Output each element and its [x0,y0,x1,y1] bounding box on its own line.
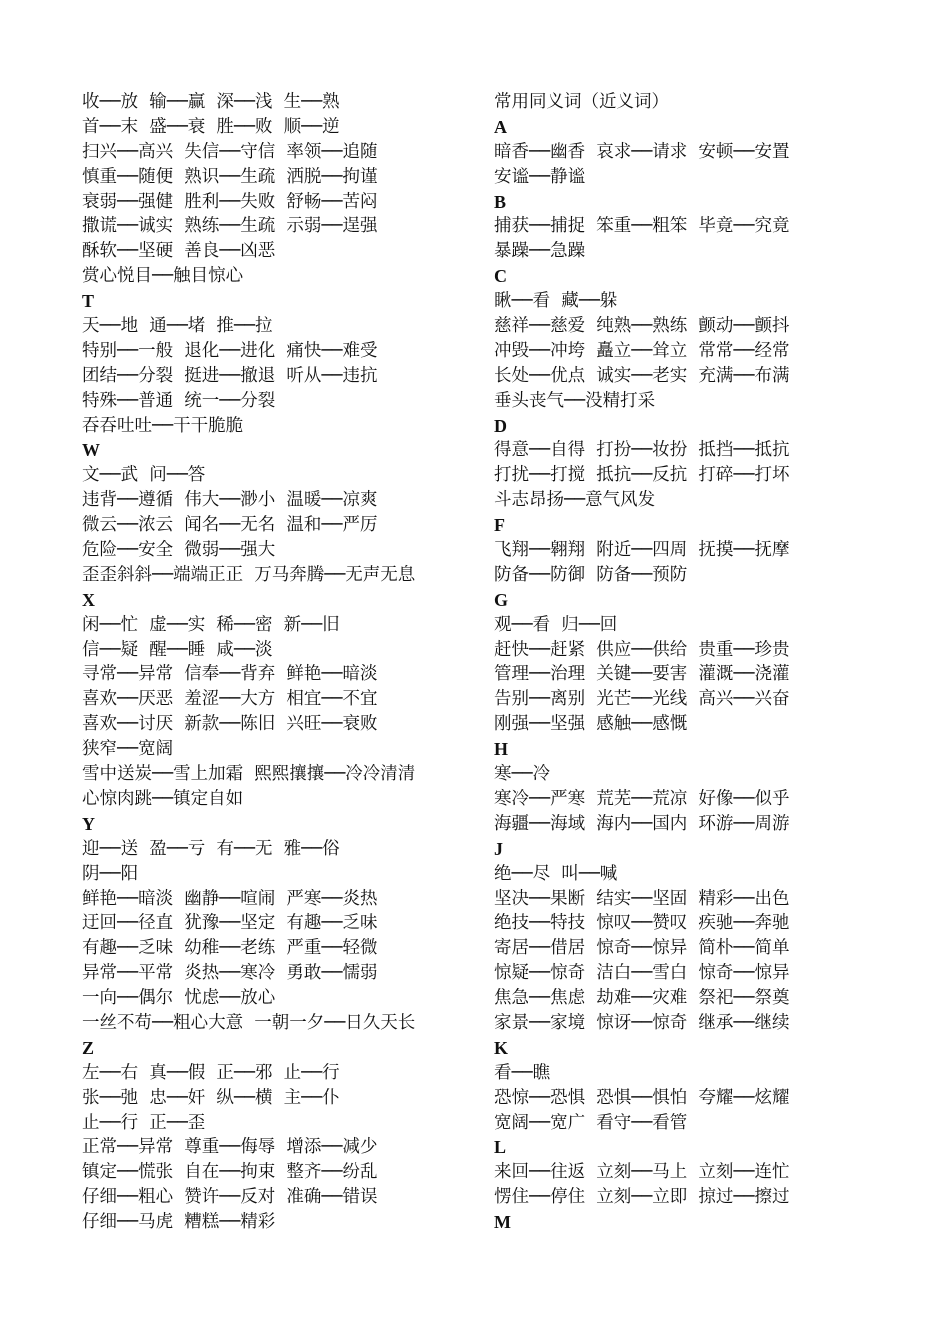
synonym-word-line: 坚决──果断 结实──坚固 精彩──出色 [494,888,790,909]
synonym-word-line: 绝技──特技 惊叹──赞叹 疾驰──奔驰 [494,913,790,934]
synonym-word-line: 防备──防御 防备──预防 [494,564,688,585]
antonym-word-line: 闲──忙 虚──实 稀──密 新──旧 [82,614,340,635]
antonym-word-line: 天──地 通──堵 推──拉 [82,316,273,337]
antonym-word-line: 特别──一般 退化──进化 痛快──难受 [82,340,378,361]
antonym-word-line: 张──弛 忠──奸 纵──横 主──仆 [82,1087,340,1108]
antonym-word-line: 文──武 问──答 [82,465,206,486]
synonym-word-line: 恐惊──恐惧 恐惧──惧怕 夸耀──炫耀 [494,1087,790,1108]
antonym-word-line: 歪歪斜斜──端端正正 万马奔腾──无声无息 [82,564,416,585]
antonym-section-letter: Z [82,1037,95,1058]
synonym-word-line: 安谧──静谧 [494,166,586,187]
antonym-word-line: 迎──送 盈──亏 有──无 雅──俗 [82,838,340,859]
antonym-word-line: 喜欢──厌恶 羞涩──大方 相宜──不宜 [82,689,378,710]
synonym-word-line: 惊疑──惊奇 洁白──雪白 惊奇──惊异 [494,963,790,984]
synonym-section-letter: G [494,589,509,610]
synonym-word-line: 打扰──打搅 抵抗──反抗 打碎──打坏 [494,465,790,486]
antonym-word-line: 止──行 正──歪 [82,1112,206,1133]
synonym-word-line: 暗香──幽香 哀求──请求 安顿──安置 [494,141,790,162]
synonym-column [494,90,934,1235]
antonym-word-line: 仔细──粗心 赞许──反对 准确──错误 [82,1187,378,1208]
antonym-word-line: 赏心悦目──触目惊心 [82,266,244,287]
synonym-word-line: 常用同义词（近义词） [494,92,669,112]
antonym-word-line: 吞吞吐吐──干干脆脆 [82,415,244,436]
antonym-word-line: 寻常──异常 信奉──背弃 鲜艳──暗淡 [82,664,378,685]
synonym-word-line: 绝──尽 叫──喊 [494,863,618,884]
antonym-word-line: 扫兴──高兴 失信──守信 率领──追随 [82,141,378,162]
antonym-word-line: 喜欢──讨厌 新款──陈旧 兴旺──衰败 [82,714,378,735]
synonym-word-line: 管理──治理 关键──要害 灌溉──浇灌 [494,664,790,685]
synonym-section-letter: C [494,266,507,287]
antonym-word-line: 一向──偶尔 忧虑──放心 [82,988,276,1009]
antonym-word-line: 心惊肉跳──镇定自如 [82,788,244,809]
antonym-word-line: 鲜艳──暗淡 幽静──喧闹 严寒──炎热 [82,888,378,909]
antonym-section-letter: T [82,291,95,312]
synonym-word-line: 寄居──借居 惊奇──惊异 简朴──简单 [494,938,790,959]
synonym-word-line: 冲毁──冲垮 矗立──耸立 常常──经常 [494,340,790,361]
antonym-word-line: 正常──异常 尊重──侮辱 增添──减少 [82,1137,378,1158]
synonym-section-letter: L [494,1137,507,1158]
synonym-word-line: 看──瞧 [494,1062,551,1083]
synonym-word-line: 来回──往返 立刻──马上 立刻──连忙 [494,1162,790,1183]
antonym-word-line: 镇定──慌张 自在──拘束 整齐──纷乱 [82,1162,378,1183]
synonym-section-letter: M [494,1212,511,1233]
synonym-section-letter: H [494,739,509,760]
synonym-section-letter: F [494,515,505,536]
antonym-column [82,90,472,1235]
antonym-word-line: 左──右 真──假 正──邪 止──行 [82,1062,340,1083]
antonym-word-line: 雪中送炭──雪上加霜 熙熙攘攘──冷冷清清 [82,764,416,785]
antonym-word-line: 慎重──随便 熟识──生疏 洒脱──拘谨 [82,166,378,187]
antonym-section-letter: X [82,589,95,610]
antonym-word-line: 仔细──马虎 糟糕──精彩 [82,1212,276,1233]
synonym-section-letter: D [494,415,507,436]
antonym-word-line: 团结──分裂 挺进──撤退 听从──违抗 [82,365,378,386]
synonym-word-line: 慈祥──慈爱 纯熟──熟练 颤动──颤抖 [494,316,790,337]
synonym-word-line: 斗志昂扬──意气风发 [494,490,656,511]
synonym-word-line: 赶快──赶紧 供应──供给 贵重──珍贵 [494,639,790,660]
antonym-word-line: 异常──平常 炎热──寒冷 勇敢──懦弱 [82,963,378,984]
antonym-word-line: 衰弱──强健 胜利──失败 舒畅──苦闷 [82,191,378,212]
synonym-word-line: 焦急──焦虑 劫难──灾难 祭祀──祭奠 [494,988,790,1009]
synonym-word-line: 宽阔──宽广 看守──看管 [494,1112,688,1133]
synonym-word-line: 寒冷──严寒 荒芜──荒凉 好像──似乎 [494,788,790,809]
antonym-word-line: 一丝不苟──粗心大意 一朝一夕──日久天长 [82,1012,416,1033]
antonym-word-line: 首──末 盛──衰 胜──败 顺──逆 [82,116,340,137]
synonym-word-line: 捕获──捕捉 笨重──粗笨 毕竟──究竟 [494,216,790,237]
synonym-section-letter: B [494,191,507,212]
antonym-word-line: 迂回──径直 犹豫──坚定 有趣──乏味 [82,913,378,934]
synonym-section-letter: A [494,116,507,137]
antonym-word-line: 特殊──普通 统一──分裂 [82,390,276,411]
antonym-word-line: 收──放 输──赢 深──浅 生──熟 [82,92,340,112]
antonym-word-line: 阴──阳 [82,863,139,884]
antonym-word-line: 危险──安全 微弱──强大 [82,540,276,561]
synonym-word-line: 寒──冷 [494,764,551,785]
synonym-word-line: 告别──离别 光芒──光线 高兴──兴奋 [494,689,790,710]
synonym-word-line: 海疆──海域 海内──国内 环游──周游 [494,813,790,834]
antonym-section-letter: Y [82,813,95,834]
synonym-word-line: 得意──自得 打扮──妆扮 抵挡──抵抗 [494,440,790,461]
antonym-word-line: 狭窄──宽阔 [82,739,174,760]
antonym-word-line: 有趣──乏味 幼稚──老练 严重──轻微 [82,938,378,959]
synonym-word-line: 刚强──坚强 感触──感慨 [494,714,688,735]
synonym-word-line: 瞅──看 藏──躲 [494,291,618,312]
synonym-word-line: 暴躁──急躁 [494,241,586,262]
synonym-section-letter: J [494,838,503,859]
synonym-word-line: 观──看 归──回 [494,614,618,635]
synonym-word-line: 愣住──停住 立刻──立即 掠过──擦过 [494,1187,790,1208]
synonym-word-line: 垂头丧气──没精打采 [494,390,656,411]
synonym-section-letter: K [494,1037,509,1058]
antonym-section-letter: W [82,440,100,461]
synonym-word-line: 家景──家境 惊讶──惊奇 继承──继续 [494,1012,790,1033]
antonym-word-line: 信──疑 醒──睡 咸──淡 [82,639,273,660]
synonym-word-line: 长处──优点 诚实──老实 充满──布满 [494,365,790,386]
antonym-word-line: 微云──浓云 闻名──无名 温和──严厉 [82,515,378,536]
antonym-word-line: 撒谎──诚实 熟练──生疏 示弱──逞强 [82,216,378,237]
antonym-word-line: 违背──遵循 伟大──渺小 温暖──凉爽 [82,490,378,511]
synonym-word-line: 飞翔──翱翔 附近──四周 抚摸──抚摩 [494,540,790,561]
antonym-word-line: 酥软──坚硬 善良──凶恶 [82,241,276,262]
